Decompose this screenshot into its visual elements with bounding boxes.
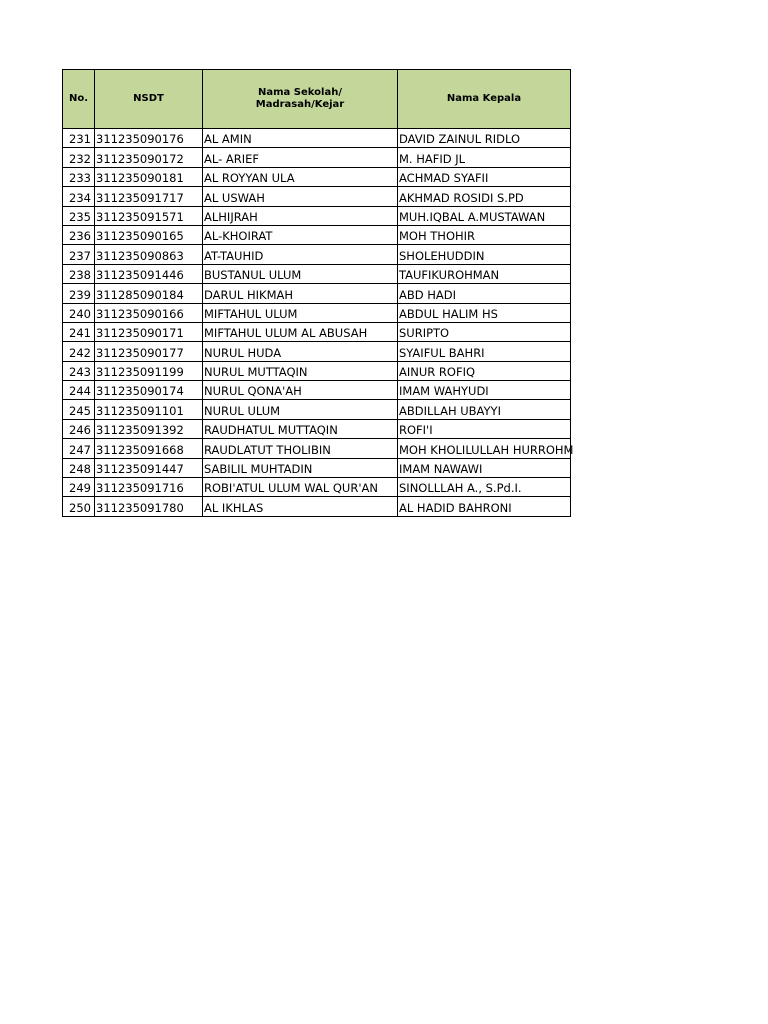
- cell-no: 236: [63, 225, 95, 244]
- cell-nama-kepala: ABD HADI: [398, 284, 571, 303]
- cell-no: 233: [63, 167, 95, 186]
- cell-nsdt: 311235091101: [95, 400, 203, 419]
- cell-nama-sekolah: NURUL QONA'AH: [203, 381, 398, 400]
- table-row: [63, 148, 571, 167]
- cell-nsdt: 311235090863: [95, 245, 203, 264]
- cell-nama-sekolah: NURUL ULUM: [203, 400, 398, 419]
- table-header: [63, 70, 571, 129]
- cell-nama-sekolah: RAUDLATUT THOLIBIN: [203, 439, 398, 458]
- cell-nama-sekolah: RAUDHATUL MUTTAQIN: [203, 419, 398, 438]
- table-row: [63, 129, 571, 148]
- cell-nama-sekolah: AL- ARIEF: [203, 148, 398, 167]
- cell-nsdt: 311235091199: [95, 361, 203, 380]
- cell-no: 235: [63, 206, 95, 225]
- cell-nama-sekolah: MIFTAHUL ULUM AL ABUSAH: [203, 322, 398, 341]
- cell-no: 246: [63, 419, 95, 438]
- cell-nsdt: 311235091716: [95, 478, 203, 497]
- header-nama-kepala: Nama Kepala: [398, 70, 571, 129]
- cell-nsdt: 311235091571: [95, 206, 203, 225]
- cell-no: 241: [63, 322, 95, 341]
- cell-nama-sekolah: BUSTANUL ULUM: [203, 264, 398, 283]
- cell-no: 244: [63, 381, 95, 400]
- cell-nsdt: 311235091668: [95, 439, 203, 458]
- table-row: [63, 478, 571, 497]
- cell-nama-kepala: SYAIFUL BAHRI: [398, 342, 571, 361]
- header-nama-sekolah-line2: Madrasah/Kejar: [255, 99, 345, 110]
- header-row: [63, 70, 571, 129]
- cell-nama-kepala: TAUFIKUROHMAN: [398, 264, 571, 283]
- cell-nsdt: 311235090172: [95, 148, 203, 167]
- table-row: [63, 342, 571, 361]
- cell-nama-kepala: SURIPTO: [398, 322, 571, 341]
- cell-nama-sekolah: DARUL HIKMAH: [203, 284, 398, 303]
- cell-nsdt: 311235090176: [95, 129, 203, 148]
- cell-no: 234: [63, 187, 95, 206]
- cell-no: 238: [63, 264, 95, 283]
- cell-nama-sekolah: AL USWAH: [203, 187, 398, 206]
- cell-nama-sekolah: AL AMIN: [203, 129, 398, 148]
- cell-nama-kepala: DAVID ZAINUL RIDLO: [398, 129, 571, 148]
- cell-nama-kepala: ACHMAD SYAFII: [398, 167, 571, 186]
- header-nama-sekolah-line1: Nama Sekolah/: [258, 87, 342, 98]
- cell-nama-kepala: SHOLEHUDDIN: [398, 245, 571, 264]
- cell-nsdt: 311235090174: [95, 381, 203, 400]
- cell-nama-kepala: M. HAFID JL: [398, 148, 571, 167]
- table-body: [63, 129, 574, 517]
- table-row: [63, 381, 571, 400]
- cell-no: 242: [63, 342, 95, 361]
- cell-nama-sekolah: ALHIJRAH: [203, 206, 398, 225]
- cell-nama-kepala: MOH THOHIR: [398, 225, 571, 244]
- cell-nsdt: 311235090181: [95, 167, 203, 186]
- cell-nama-sekolah: NURUL MUTTAQIN: [203, 361, 398, 380]
- table-row: [63, 225, 571, 244]
- cell-nama-sekolah: SABILIL MUHTADIN: [203, 458, 398, 477]
- cell-nama-kepala: AL HADID BAHRONI: [398, 497, 571, 516]
- cell-nama-sekolah: AT-TAUHID: [203, 245, 398, 264]
- table-row: [63, 264, 571, 283]
- cell-no: 249: [63, 478, 95, 497]
- cell-nama-kepala: IMAM WAHYUDI: [398, 381, 571, 400]
- cell-nsdt: 311235090177: [95, 342, 203, 361]
- school-table: [62, 69, 574, 517]
- table-row: [63, 322, 571, 341]
- cell-nama-sekolah: AL IKHLAS: [203, 497, 398, 516]
- cell-nama-sekolah: NURUL HUDA: [203, 342, 398, 361]
- cell-no: 247: [63, 439, 95, 458]
- cell-nsdt: 311235091717: [95, 187, 203, 206]
- cell-no: 243: [63, 361, 95, 380]
- cell-no: 248: [63, 458, 95, 477]
- cell-no: 245: [63, 400, 95, 419]
- table-row: [63, 245, 571, 264]
- cell-no: 240: [63, 303, 95, 322]
- cell-nama-kepala: SINOLLLAH A., S.Pd.I.: [398, 478, 571, 497]
- cell-nsdt: 311235090166: [95, 303, 203, 322]
- cell-nama-kepala: IMAM NAWAWI: [398, 458, 571, 477]
- cell-nsdt: 311235091780: [95, 497, 203, 516]
- cell-no: 231: [63, 129, 95, 148]
- cell-no: 239: [63, 284, 95, 303]
- table-row: [63, 497, 571, 516]
- cell-nama-kepala: AINUR ROFIQ: [398, 361, 571, 380]
- cell-nama-kepala: MUH.IQBAL A.MUSTAWAN: [398, 206, 571, 225]
- cell-nama-kepala: ABDILLAH UBAYYI: [398, 400, 571, 419]
- cell-nama-kepala: MOH KHOLILULLAH HURROHM: [398, 439, 571, 458]
- table-row: [63, 167, 571, 186]
- cell-nama-sekolah: ROBI'ATUL ULUM WAL QUR'AN: [203, 478, 398, 497]
- cell-nsdt: 311285090184: [95, 284, 203, 303]
- cell-no: 250: [63, 497, 95, 516]
- cell-nama-sekolah: AL ROYYAN ULA: [203, 167, 398, 186]
- cell-nama-kepala: ABDUL HALIM HS: [398, 303, 571, 322]
- cell-nsdt: 311235090165: [95, 225, 203, 244]
- cell-nama-kepala: AKHMAD ROSIDI S.PD: [398, 187, 571, 206]
- header-no: No.: [63, 70, 95, 129]
- table-row: [63, 458, 571, 477]
- cell-nama-sekolah: AL-KHOIRAT: [203, 225, 398, 244]
- header-nsdt: NSDT: [95, 70, 203, 129]
- table-row: [63, 284, 571, 303]
- table-row: [63, 439, 571, 458]
- cell-no: 237: [63, 245, 95, 264]
- table-row: [63, 187, 571, 206]
- table-row: [63, 361, 571, 380]
- header-nama-sekolah: [203, 70, 398, 129]
- cell-nama-sekolah: MIFTAHUL ULUM: [203, 303, 398, 322]
- table-row: [63, 206, 571, 225]
- cell-nsdt: 311235091447: [95, 458, 203, 477]
- table-row: [63, 419, 571, 438]
- cell-nsdt: 311235091446: [95, 264, 203, 283]
- table-row: [63, 400, 571, 419]
- cell-no: 232: [63, 148, 95, 167]
- cell-nama-kepala: ROFI'I: [398, 419, 571, 438]
- cell-nsdt: 311235090171: [95, 322, 203, 341]
- cell-nsdt: 311235091392: [95, 419, 203, 438]
- table-row: [63, 303, 571, 322]
